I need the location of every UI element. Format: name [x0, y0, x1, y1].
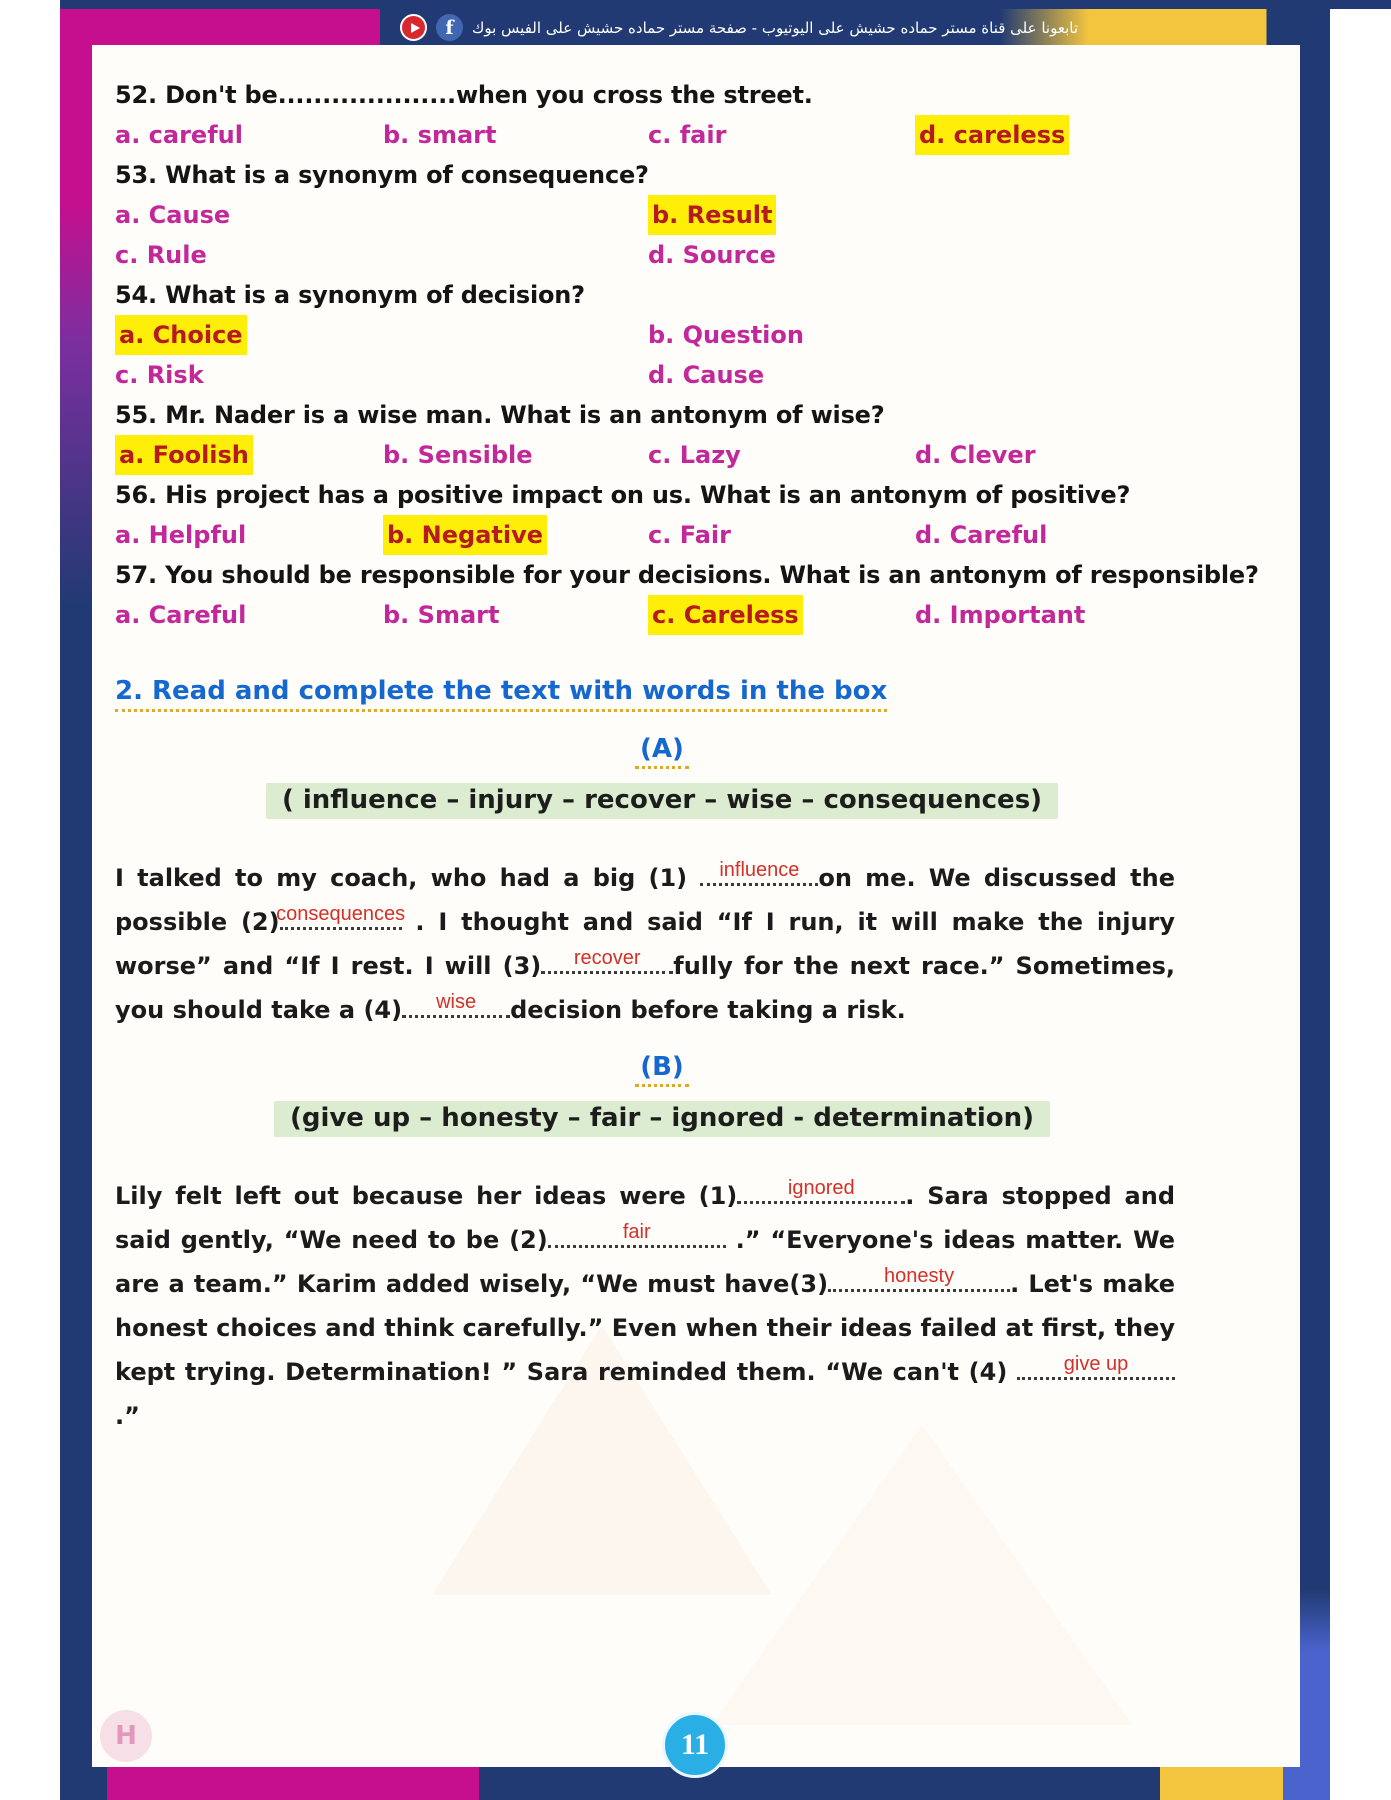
- question-text: 54. What is a synonym of decision?: [115, 281, 585, 309]
- passage-label: (B): [635, 1052, 689, 1087]
- option-d: d. Clever: [915, 441, 1036, 469]
- fill-blank: [737, 1177, 905, 1204]
- option-d: d. Important: [915, 601, 1086, 629]
- option-c: c. Careless: [648, 595, 803, 635]
- fill-blank: [276, 903, 406, 930]
- fill-blank: [700, 859, 818, 886]
- section2-heading: 2. Read and complete the text with words in the box: [115, 676, 887, 712]
- header-band: [60, 9, 1330, 46]
- watermark-logo: [100, 1710, 152, 1762]
- fill-blank: [541, 947, 673, 974]
- questions: [112, 75, 1277, 635]
- top-edge-strip: [60, 0, 1391, 9]
- option-b: b. Sensible: [383, 441, 533, 469]
- option-c: c. Risk: [115, 361, 204, 389]
- word-box-row: [112, 779, 1212, 824]
- play-icon: [411, 23, 420, 33]
- blank-answer: consequences: [276, 903, 406, 925]
- question-options: [115, 435, 1277, 475]
- frame-left-border: [60, 45, 92, 1800]
- social-follow-bar: [400, 9, 1078, 46]
- page-number-badge: [662, 1712, 728, 1778]
- fill-blank: [828, 1265, 1010, 1292]
- option-a: a. Helpful: [115, 521, 247, 549]
- option-c: c. Fair: [648, 521, 731, 549]
- blank-answer: influence: [719, 859, 800, 881]
- option-d: d. Careful: [915, 521, 1048, 549]
- option-b: b. Negative: [383, 515, 547, 555]
- blank-answer: honesty: [884, 1265, 955, 1287]
- option-c: c. Lazy: [648, 441, 741, 469]
- option-b: b. Question: [648, 321, 804, 349]
- fill-blank: [1017, 1353, 1175, 1380]
- option-d: d. careless: [915, 115, 1069, 155]
- fill-blank: [402, 991, 510, 1018]
- passage-paragraph: I talked to my coach, who had a big (1) influence on me. We discussed the possible (2) consequences . I thought and said “If I run, it will make the injury worse” and “If I rest. I will (3) recover fully for the next race.” Sometimes, you should take a (4) wise decision before taking a risk.: [115, 859, 1176, 1024]
- option-a: a. Cause: [115, 201, 231, 229]
- option-a: a. Choice: [115, 315, 247, 355]
- word-box-row: [112, 1097, 1212, 1142]
- option-b: b. Result: [648, 195, 776, 235]
- option-c: c. fair: [648, 121, 727, 149]
- word-box: (give up – honesty – fair – ignored - determination): [274, 1101, 1050, 1137]
- blank-answer: wise: [436, 991, 477, 1013]
- option-d: d. Source: [648, 241, 776, 269]
- section2: [115, 671, 1277, 714]
- option-a: a. careful: [115, 121, 243, 149]
- youtube-icon[interactable]: [400, 14, 427, 41]
- fill-blank: [548, 1221, 726, 1248]
- question-options: [115, 115, 1277, 155]
- watermark-letter: H: [115, 1721, 137, 1751]
- option-d: d. Cause: [648, 361, 765, 389]
- question-options: [115, 515, 1277, 555]
- pyramid-watermark: [712, 1425, 1132, 1725]
- blank-answer: recover: [573, 947, 641, 969]
- option-b: b. smart: [383, 121, 497, 149]
- content-column: [112, 75, 1277, 1438]
- question-options: [115, 595, 1277, 635]
- blank-answer: give up: [1063, 1353, 1129, 1375]
- question-text: 56. His project has a positive impact on us. What is an antonym of positive?: [115, 481, 1131, 509]
- question-text: 53. What is a synonym of consequence?: [115, 161, 649, 189]
- option-b: b. Smart: [383, 601, 500, 629]
- passages: [112, 730, 1277, 1438]
- passage-paragraph: Lily felt left out because her ideas were (1) ignored . Sara stopped and said gently, “We need to be (2) fair .” “Everyone's ideas matter. We are a team.” Karim added wisely, “We must have(3) honesty . Let's make honest choices and think carefully.” Even when their ideas failed at first, they kept trying. Determination! ” Sara reminded them. “We can't (4) give up .”: [115, 1177, 1176, 1430]
- passage-label: (A): [635, 734, 689, 769]
- question-text: 57. You should be responsible for your decisions. What is an antonym of responsible?: [115, 561, 1259, 589]
- question-text: 52. Don't be....................when you cross the street.: [115, 81, 813, 109]
- follow-us-text: تابعونا على قناة مستر حماده حشيش على اليوتيوب - صفحة مستر حماده حشيش على الفيس بوك: [472, 18, 1079, 37]
- option-c: c. Rule: [115, 241, 207, 269]
- option-a: a. Careful: [115, 601, 247, 629]
- blank-answer: fair: [622, 1221, 651, 1243]
- page-body: [92, 45, 1300, 1767]
- frame-right-border: [1300, 45, 1330, 1800]
- passage-label-row: [112, 730, 1212, 771]
- question-options: [115, 315, 1277, 395]
- blank-answer: ignored: [787, 1177, 855, 1199]
- facebook-icon[interactable]: f: [436, 14, 463, 41]
- passage-label-row: [112, 1048, 1212, 1089]
- question-options: [115, 195, 1277, 275]
- question-text: 55. Mr. Nader is a wise man. What is an antonym of wise?: [115, 401, 885, 429]
- word-box: ( influence – injury – recover – wise – consequences): [266, 783, 1058, 819]
- option-a: a. Foolish: [115, 435, 253, 475]
- page-number: 11: [680, 1728, 710, 1761]
